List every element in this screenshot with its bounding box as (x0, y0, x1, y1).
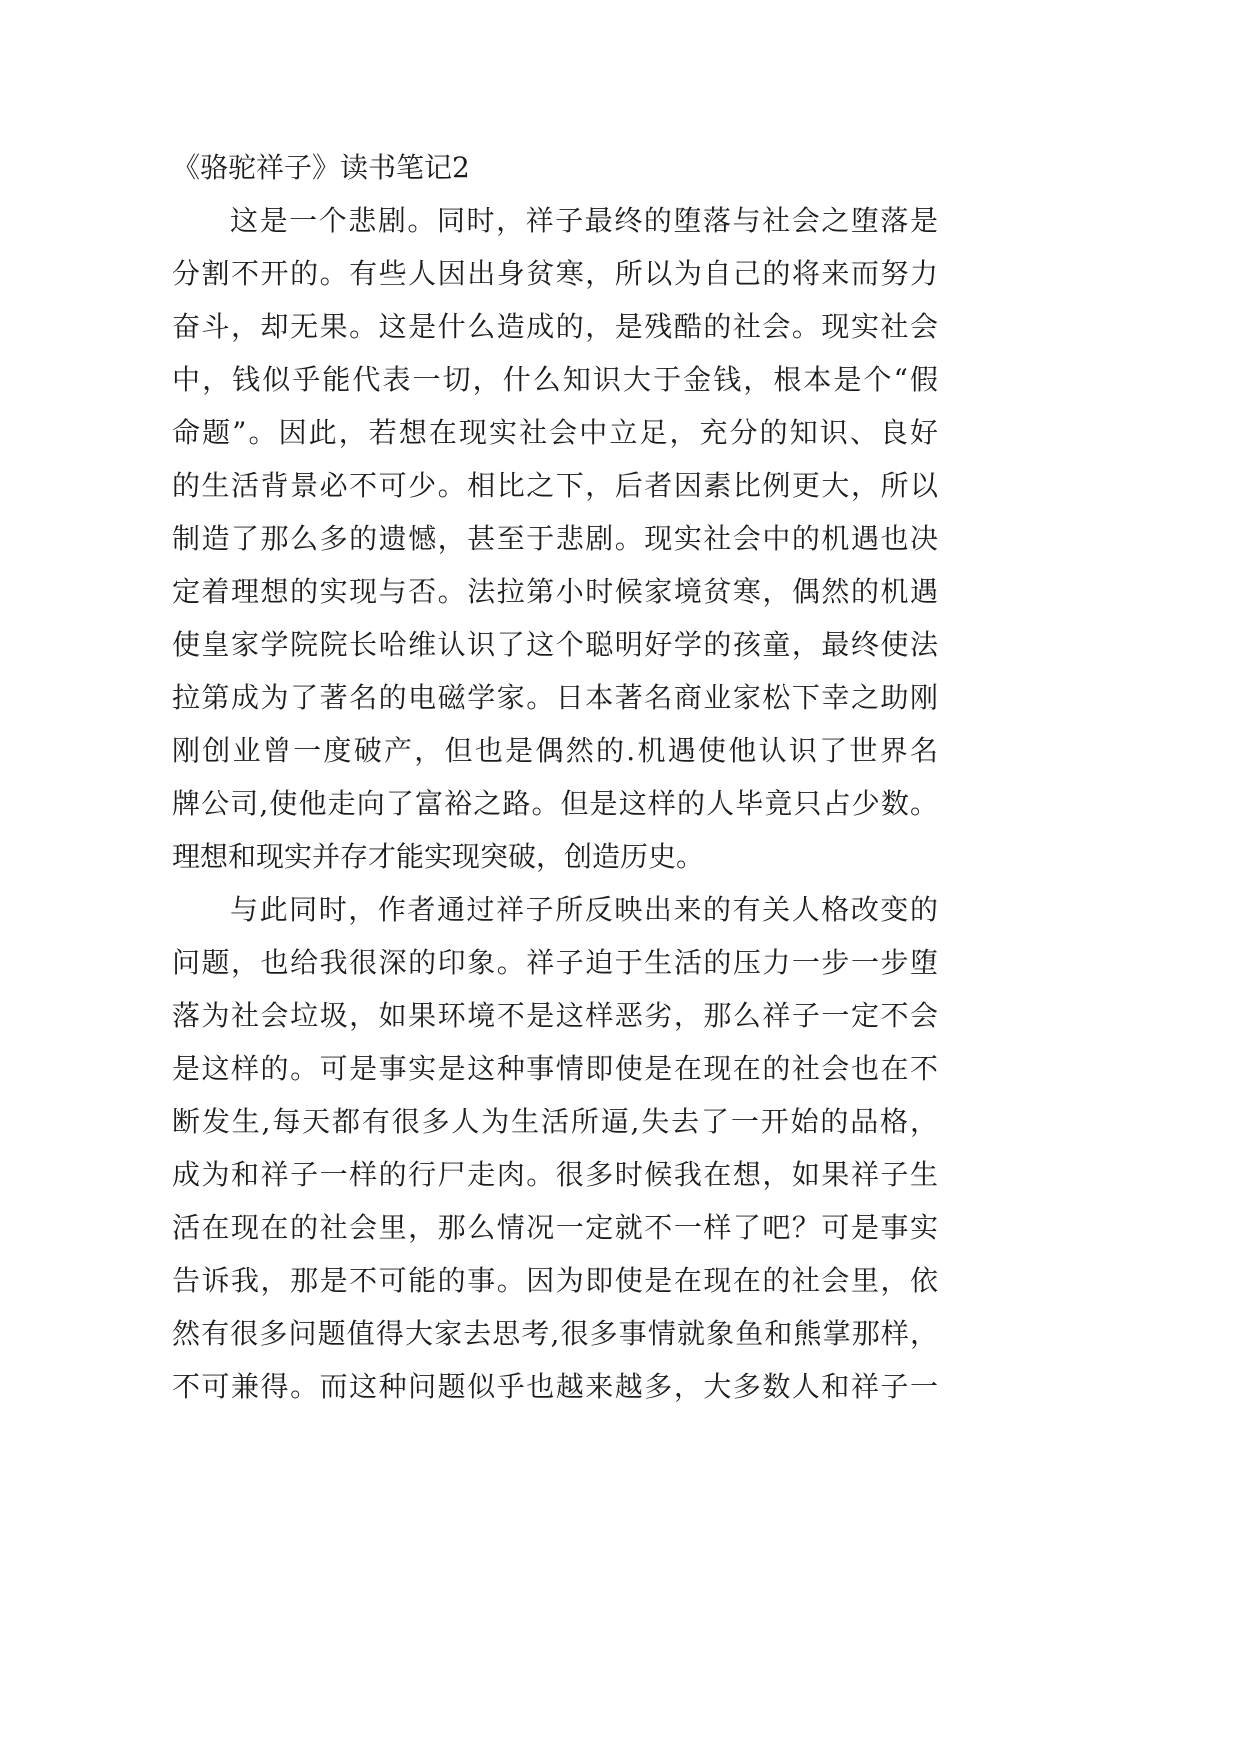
text-line: 奋斗，却无果。这是什么造成的，是残酷的社会。现实社会 (172, 310, 938, 343)
document-title: 《骆驼祥子》读书笔记2 (172, 151, 470, 184)
text-line: 然有很多问题值得大家去思考,很多事情就象鱼和熊掌那样， (172, 1317, 938, 1350)
text-line: 拉第成为了著名的电磁学家。日本著名商业家松下幸之助刚 (172, 681, 938, 714)
text-line: 告诉我，那是不可能的事。因为即使是在现在的社会里，依 (172, 1264, 938, 1297)
text-line: 不可兼得。而这种问题似乎也越来越多，大多数人和祥子一 (172, 1370, 938, 1403)
text-line: 牌公司,使他走向了富裕之路。但是这样的人毕竟只占少数。 (172, 787, 938, 820)
text-line: 定着理想的实现与否。法拉第小时候家境贫寒，偶然的机遇 (172, 575, 938, 608)
text-line: 与此同时，作者通过祥子所反映出来的有关人格改变的 (230, 893, 938, 926)
text-line: 理想和现实并存才能实现突破，创造历史。 (172, 840, 705, 873)
text-line: 问题，也给我很深的印象。祥子迫于生活的压力一步一步堕 (172, 946, 938, 979)
text-line: 制造了那么多的遗憾，甚至于悲剧。现实社会中的机遇也决 (172, 522, 938, 555)
text-line: 断发生,每天都有很多人为生活所逼,失去了一开始的品格， (172, 1105, 938, 1138)
text-line: 是这样的。可是事实是这种事情即使是在现在的社会也在不 (172, 1052, 938, 1085)
text-line: 落为社会垃圾，如果环境不是这样恶劣，那么祥子一定不会 (172, 999, 938, 1032)
text-line: 成为和祥子一样的行尸走肉。很多时候我在想，如果祥子生 (172, 1158, 938, 1191)
paragraph-1 (172, 194, 938, 883)
text-line: 命题”。因此，若想在现实社会中立足，充分的知识、良好 (172, 416, 938, 449)
text-line: 的生活背景必不可少。相比之下，后者因素比例更大，所以 (172, 469, 938, 502)
text-line: 中，钱似乎能代表一切，什么知识大于金钱，根本是个“假 (172, 363, 938, 396)
text-line: 刚创业曾一度破产，但也是偶然的.机遇使他认识了世界名 (172, 734, 938, 767)
document-body (172, 141, 938, 1413)
paragraph-2 (172, 883, 938, 1413)
text-line: 活在现在的社会里，那么情况一定就不一样了吧？可是事实 (172, 1211, 938, 1244)
text-line: 使皇家学院院长哈维认识了这个聪明好学的孩童，最终使法 (172, 628, 938, 661)
text-line: 分割不开的。有些人因出身贫寒，所以为自己的将来而努力 (172, 257, 938, 290)
text-line: 这是一个悲剧。同时，祥子最终的堕落与社会之堕落是 (230, 204, 938, 237)
